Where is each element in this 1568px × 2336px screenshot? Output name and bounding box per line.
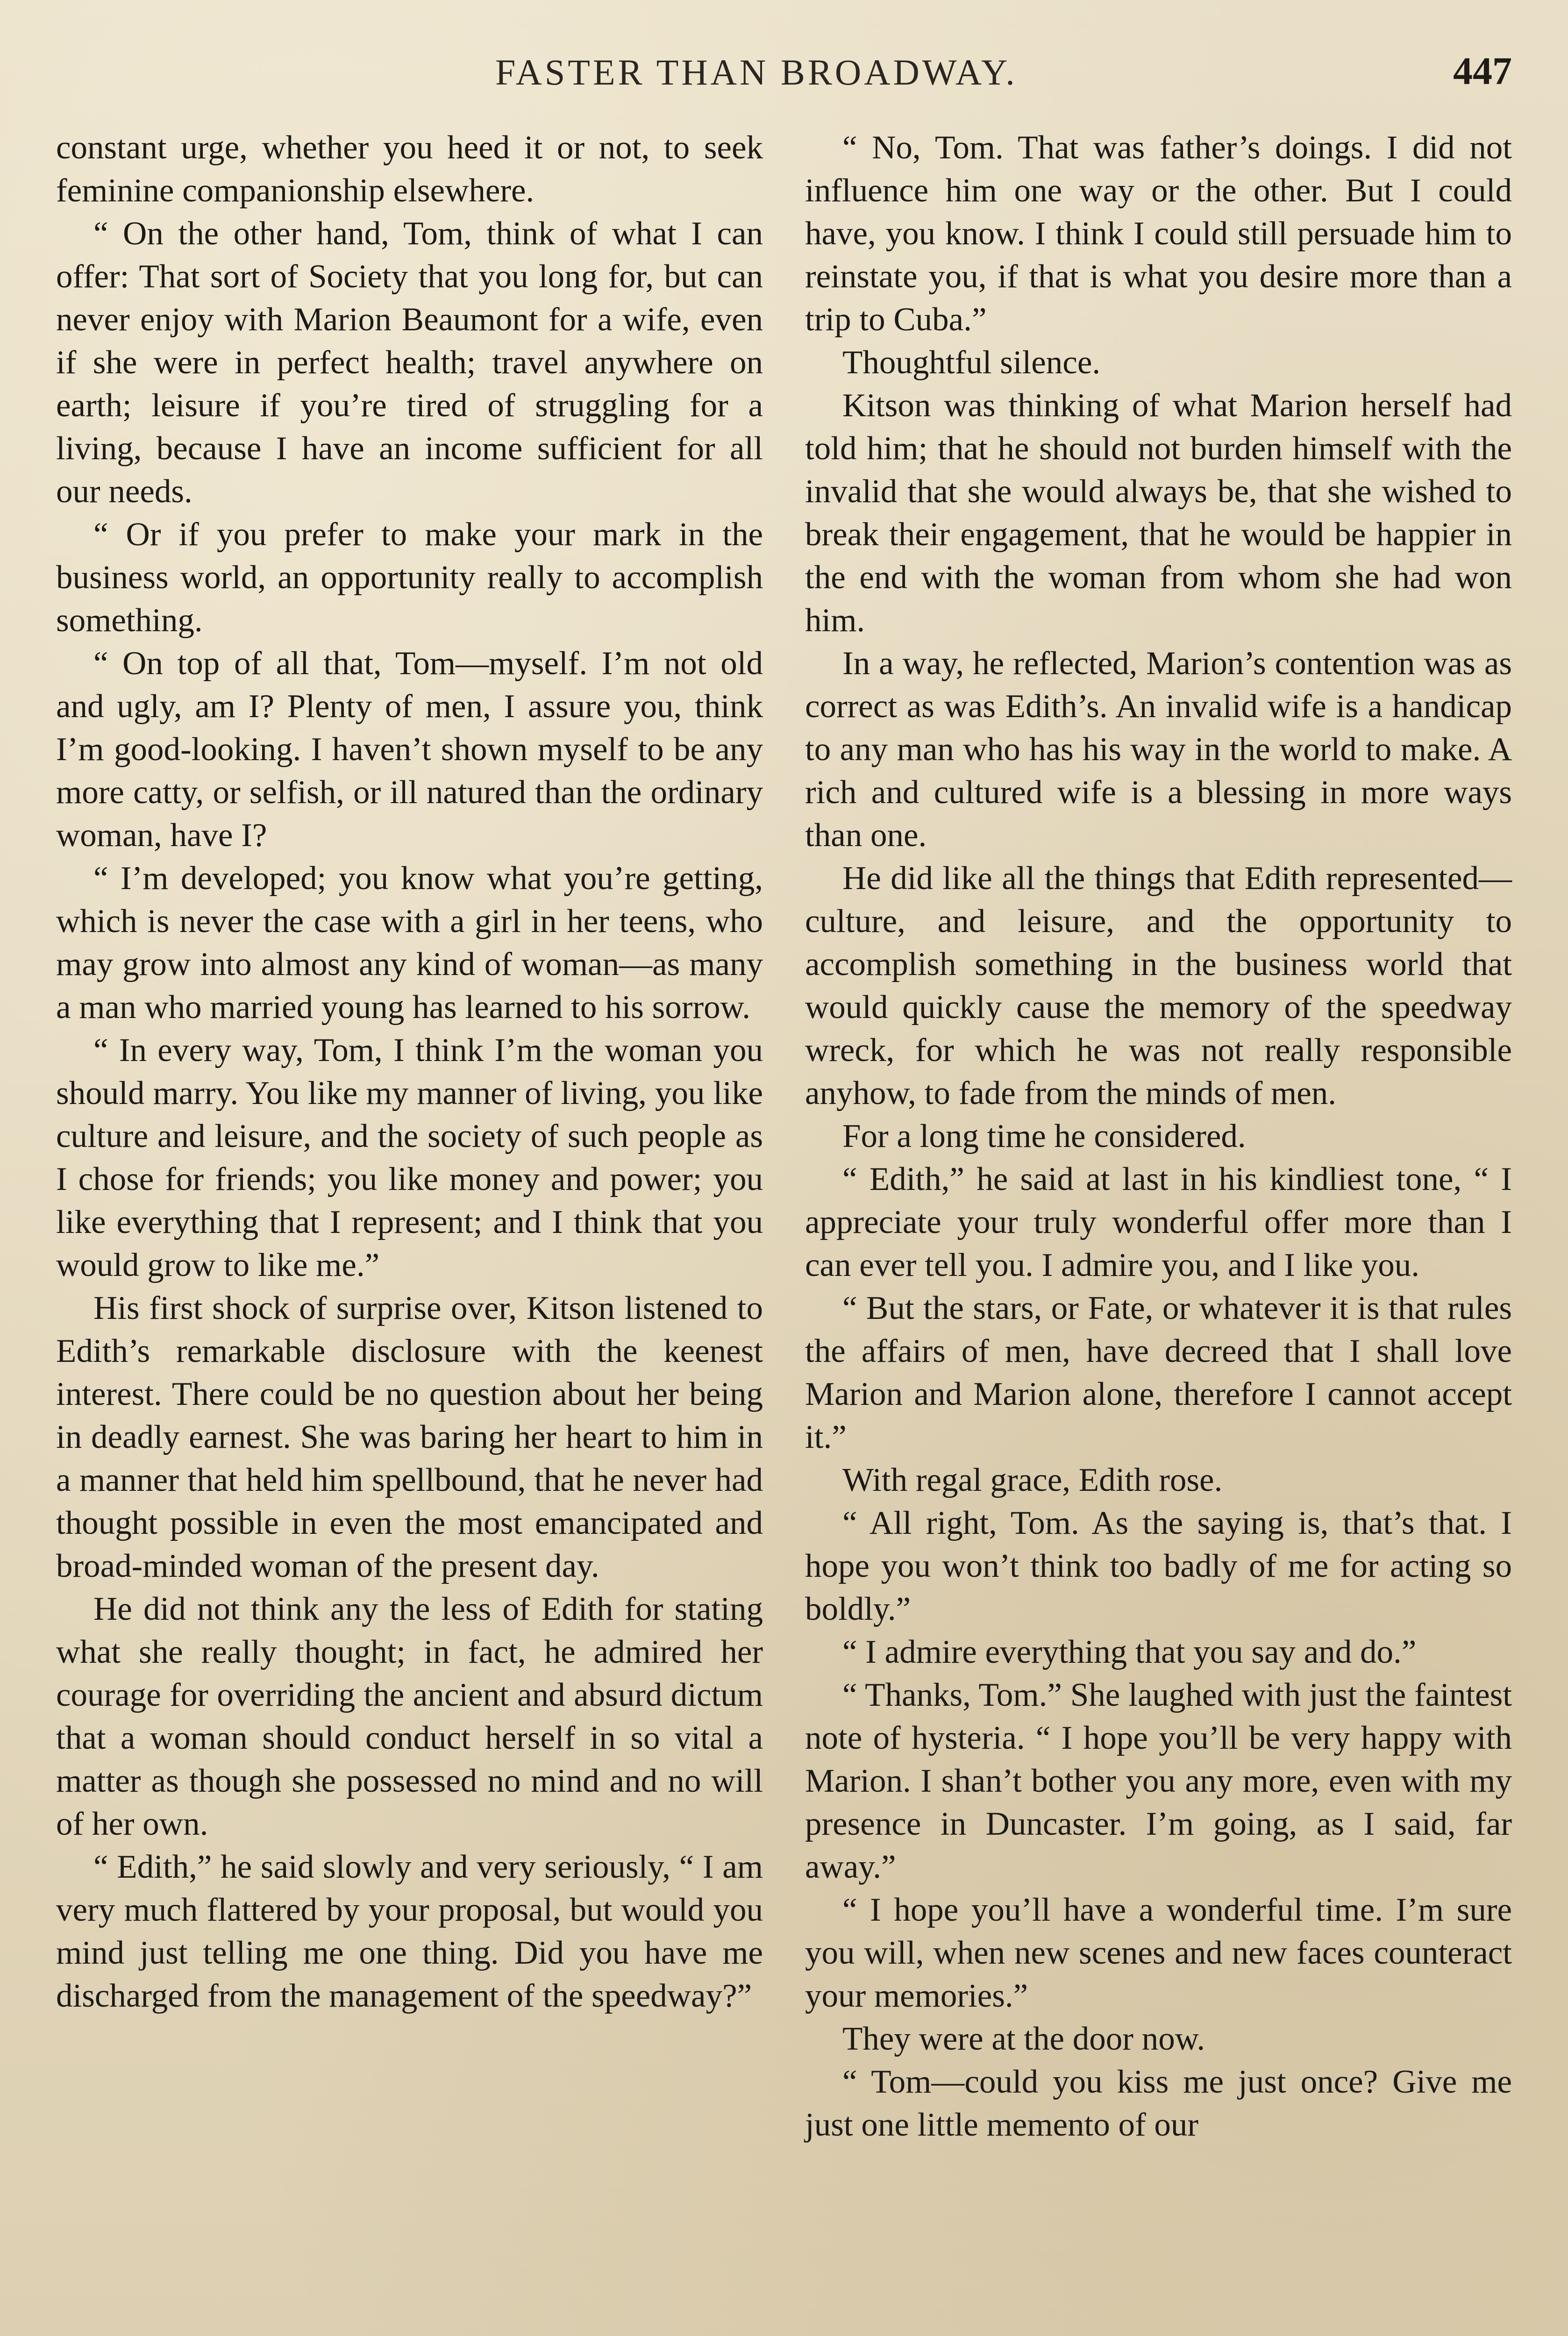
paragraph: “ In every way, Tom, I think I’m the woman you should marry. You like my manner of living, you like culture and leisure, and the society of such people as I chose for friends; you like money and power; you like everything that I represent; and I think that you would grow to like me.” xyxy=(56,1032,763,1283)
paragraph: constant urge, whether you heed it or not, to seek feminine companionship elsewhere. xyxy=(56,129,763,209)
paragraph: For a long time he considered. xyxy=(842,1118,1246,1154)
paragraph: His first shock of surprise over, Kitson listened to Edith’s remarkable disclosure with the keenest interest. There could be no question about her being in deadly earnest. She was baring her heart to him in a manner that held him spellbound, that he never had thought possible in even the most emancipated and broad-minded woman of the present day. xyxy=(56,1290,763,1584)
page-header xyxy=(0,51,1568,103)
paragraph: Thoughtful silence. xyxy=(842,344,1101,381)
paragraph: With regal grace, Edith rose. xyxy=(842,1462,1223,1498)
paragraph: “ Tom—could you kiss me just once? Give me just one little memento of our xyxy=(805,2064,1512,2143)
text-columns xyxy=(56,126,1512,2336)
paragraph: “ Or if you prefer to make your mark in the business world, an opportunity really to accomplish something. xyxy=(56,516,763,639)
paragraph: “ No, Tom. That was father’s doings. I did not influence him one way or the other. But I could have, you know. I think I could still persuade him to reinstate you, if that is what you desire more than a trip to Cuba.” xyxy=(805,129,1512,338)
paragraph: In a way, he reflected, Marion’s contention was as correct as was Edith’s. An invalid wife is a handicap to any man who has his way in the world to make. A rich and cultured wife is a blessing in more ways than one. xyxy=(805,645,1512,854)
paragraph: “ But the stars, or Fate, or whatever it is that rules the affairs of men, have decreed that I shall love Marion and Marion alone, therefore I cannot accept it.” xyxy=(805,1290,1512,1455)
right-column xyxy=(805,126,1512,2336)
page-number: 447 xyxy=(1453,50,1512,93)
paragraph: “ Thanks, Tom.” She laughed with just the faintest note of hysteria. “ I hope you’ll be very happy with Marion. I shan’t bother you any more, even with my presence in Duncaster. I’m going, as I said, far away.” xyxy=(805,1677,1512,1885)
left-column xyxy=(56,126,763,2336)
paragraph: “ On top of all that, Tom—myself. I’m not old and ugly, am I? Plenty of men, I assure you, think I’m good-looking. I haven’t shown myself to be any more catty, or selfish, or ill natured than the ordinary woman, have I? xyxy=(56,645,763,854)
paragraph: “ Edith,” he said slowly and very seriously, “ I am very much flattered by your proposal, but would you mind just telling me one thing. Did you have me discharged from the management of the speedway?” xyxy=(56,1849,763,2014)
paragraph: “ Edith,” he said at last in his kindliest tone, “ I appreciate your truly wonderful offer more than I can ever tell you. I admire you, and I like you. xyxy=(805,1161,1512,1283)
paragraph: “ I hope you’ll have a wonderful time. I’m sure you will, when new scenes and new faces counteract your memories.” xyxy=(805,1892,1512,2014)
paragraph: “ I’m developed; you know what you’re getting, which is never the case with a girl in her teens, who may grow into almost any kind of woman—as many a man who married young has learned to his sorrow. xyxy=(56,860,763,1026)
paragraph: “ All right, Tom. As the saying is, that’s that. I hope you won’t think too badly of me for acting so boldly.” xyxy=(805,1505,1512,1627)
paragraph: They were at the door now. xyxy=(842,2021,1205,2057)
paragraph: Kitson was thinking of what Marion herself had told him; that he should not burden himself with the invalid that she would always be, that she wished to break their engagement, that he would be happier in the end with the woman from whom she had won him. xyxy=(805,387,1512,639)
paragraph: “ I admire everything that you say and do.” xyxy=(842,1634,1417,1670)
paragraph: “ On the other hand, Tom, think of what I can offer: That sort of Society that you long for, but can never enjoy with Marion Beaumont for a wife, even if she were in perfect health; travel anywhere on earth; leisure if you’re tired of struggling for a living, because I have an income sufficient for all our needs. xyxy=(56,215,763,510)
paragraph: He did like all the things that Edith represented—culture, and leisure, and the opportunity to accomplish something in the business world that would quickly cause the memory of the speedway wreck, for which he was not really responsible anyhow, to fade from the minds of men. xyxy=(805,860,1512,1111)
paragraph: He did not think any the less of Edith for stating what she really thought; in fact, he admired her courage for overriding the ancient and absurd dictum that a woman should conduct herself in so vital a matter as though she possessed no mind and no will of her own. xyxy=(56,1591,763,1842)
running-title: FASTER THAN BROADWAY. xyxy=(495,52,1018,93)
